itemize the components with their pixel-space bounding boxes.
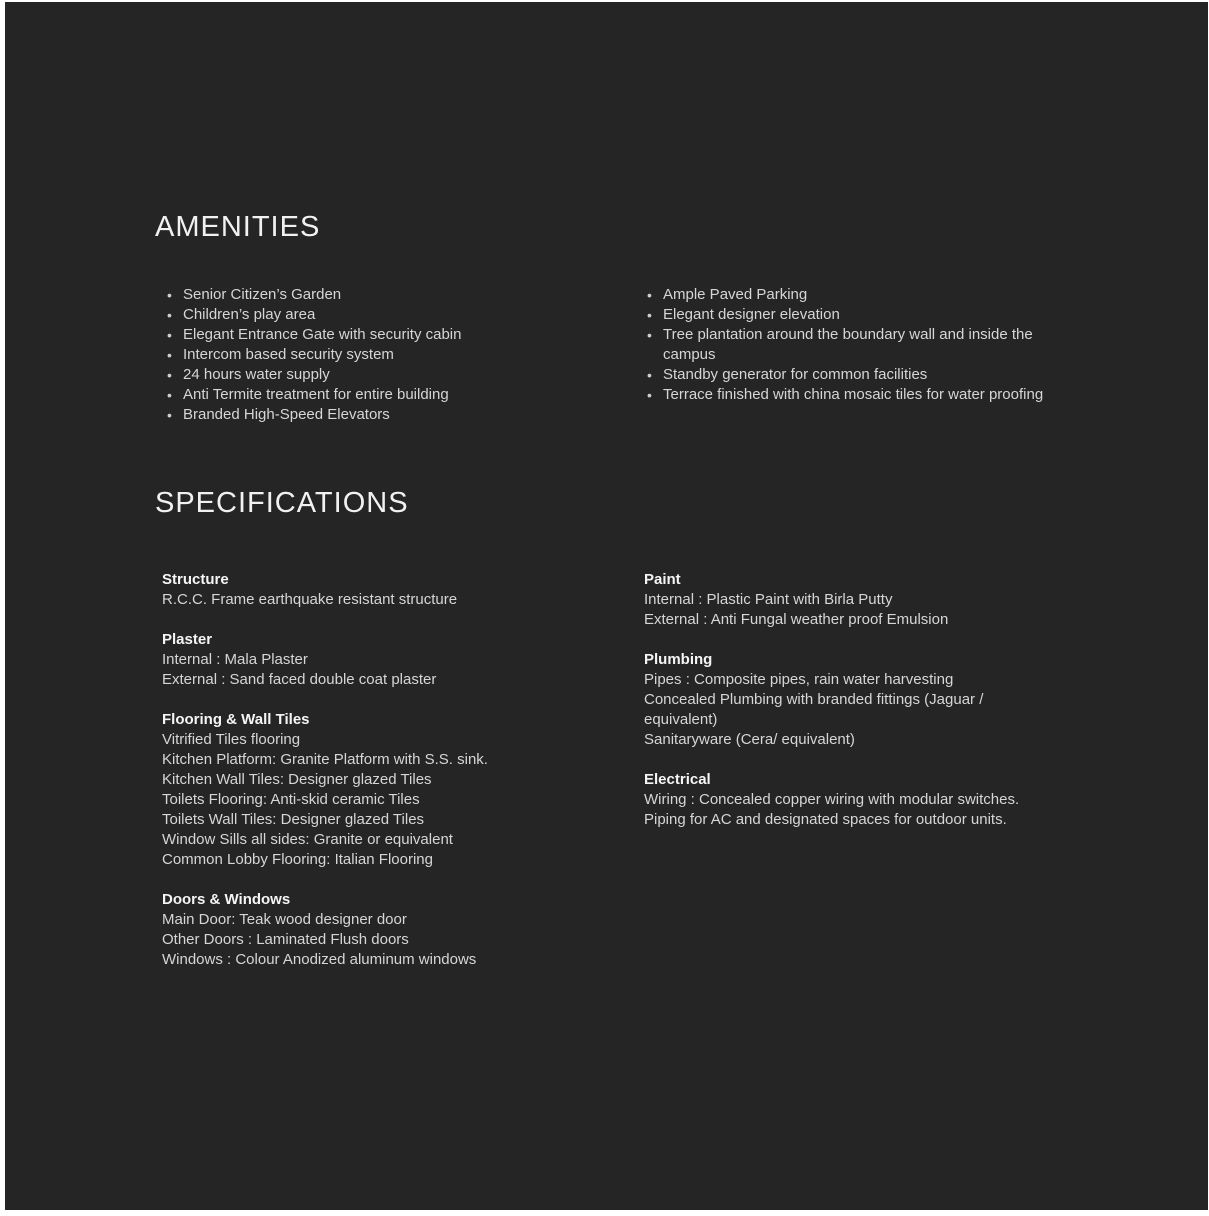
bullet-icon: •	[167, 307, 172, 323]
list-item	[642, 285, 1046, 305]
amenity-text: 24 hours water supply	[183, 366, 330, 383]
bullet-icon: •	[167, 367, 172, 383]
spec-section-plaster	[162, 630, 634, 690]
spec-section-flooring-wall-tiles	[162, 710, 634, 870]
spec-line: External : Sand faced double coat plaster	[162, 671, 437, 688]
spec-line: Windows : Colour Anodized aluminum windows	[162, 951, 477, 968]
list-item	[162, 285, 624, 305]
brochure-page	[5, 2, 1208, 1210]
spec-line: Pipes : Composite pipes, rain water harvesting	[644, 671, 954, 688]
spec-line: R.C.C. Frame earthquake resistant structure	[162, 591, 458, 608]
spec-line: Toilets Wall Tiles: Designer glazed Tiles	[162, 811, 425, 828]
bullet-icon: •	[167, 387, 172, 403]
spec-line: Concealed Plumbing with branded fittings (Jaguar / equivalent)	[644, 691, 984, 728]
spec-line: Window Sills all sides: Granite or equivalent	[162, 831, 453, 848]
list-item	[162, 325, 624, 345]
spec-line: Vitrified Tiles flooring	[162, 731, 301, 748]
spec-line: Internal : Mala Plaster	[162, 651, 308, 668]
spec-heading: Electrical	[644, 771, 711, 788]
spec-line: Toilets Flooring: Anti-skid ceramic Tiles	[162, 791, 420, 808]
list-item	[642, 385, 1046, 405]
specifications-column-right	[644, 570, 1056, 850]
bullet-icon: •	[167, 327, 172, 343]
amenity-text: Standby generator for common facilities	[663, 366, 928, 383]
bullet-icon: •	[647, 287, 652, 303]
list-item	[162, 345, 624, 365]
list-item	[162, 305, 624, 325]
amenities-list-left	[162, 285, 624, 425]
spec-line: Kitchen Wall Tiles: Designer glazed Tiles	[162, 771, 432, 788]
list-item	[162, 365, 624, 385]
spec-section-electrical	[644, 770, 1056, 830]
list-item	[162, 385, 624, 405]
spec-line: Internal : Plastic Paint with Birla Putty	[644, 591, 893, 608]
spec-line: Piping for AC and designated spaces for outdoor units.	[644, 811, 1007, 828]
bullet-icon: •	[647, 387, 652, 403]
spec-heading: Doors & Windows	[162, 891, 291, 908]
amenity-text: Tree plantation around the boundary wall and inside the campus	[663, 326, 1033, 363]
specifications-title: SPECIFICATIONS	[155, 487, 409, 519]
amenity-text: Terrace finished with china mosaic tiles for water proofing	[663, 386, 1044, 403]
spec-line: Other Doors : Laminated Flush doors	[162, 931, 409, 948]
amenity-text: Anti Termite treatment for entire building	[183, 386, 449, 403]
bullet-icon: •	[167, 407, 172, 423]
bullet-icon: •	[167, 287, 172, 303]
amenities-list-right	[642, 285, 1046, 405]
bullet-icon: •	[647, 367, 652, 383]
spec-line: Kitchen Platform: Granite Platform with S.S. sink.	[162, 751, 488, 768]
amenity-text: Branded High-Speed Elevators	[183, 406, 390, 423]
spec-line: External : Anti Fungal weather proof Emulsion	[644, 611, 949, 628]
spec-heading: Flooring & Wall Tiles	[162, 711, 310, 728]
spec-line: Sanitaryware (Cera/ equivalent)	[644, 731, 855, 748]
list-item	[162, 405, 624, 425]
spec-line: Common Lobby Flooring: Italian Flooring	[162, 851, 433, 868]
amenity-text: Ample Paved Parking	[663, 286, 808, 303]
spec-section-doors-windows	[162, 890, 634, 970]
spec-section-plumbing	[644, 650, 1056, 750]
spec-line: Main Door: Teak wood designer door	[162, 911, 407, 928]
spec-heading: Plumbing	[644, 651, 713, 668]
list-item	[642, 305, 1046, 325]
spec-heading: Structure	[162, 571, 229, 588]
bullet-icon: •	[167, 347, 172, 363]
amenity-text: Children’s play area	[183, 306, 316, 323]
spec-heading: Paint	[644, 571, 681, 588]
amenity-text: Elegant Entrance Gate with security cabin	[183, 326, 462, 343]
amenity-text: Senior Citizen’s Garden	[183, 286, 342, 303]
bullet-icon: •	[647, 327, 652, 343]
bullet-icon: •	[647, 307, 652, 323]
specifications-column-left	[162, 570, 634, 990]
amenities-title: AMENITIES	[155, 211, 321, 243]
list-item	[642, 325, 1046, 365]
spec-section-paint	[644, 570, 1056, 630]
spec-section-structure	[162, 570, 634, 610]
amenity-text: Intercom based security system	[183, 346, 394, 363]
amenity-text: Elegant designer elevation	[663, 306, 840, 323]
spec-heading: Plaster	[162, 631, 213, 648]
spec-line: Wiring : Concealed copper wiring with modular switches.	[644, 791, 1020, 808]
list-item	[642, 365, 1046, 385]
